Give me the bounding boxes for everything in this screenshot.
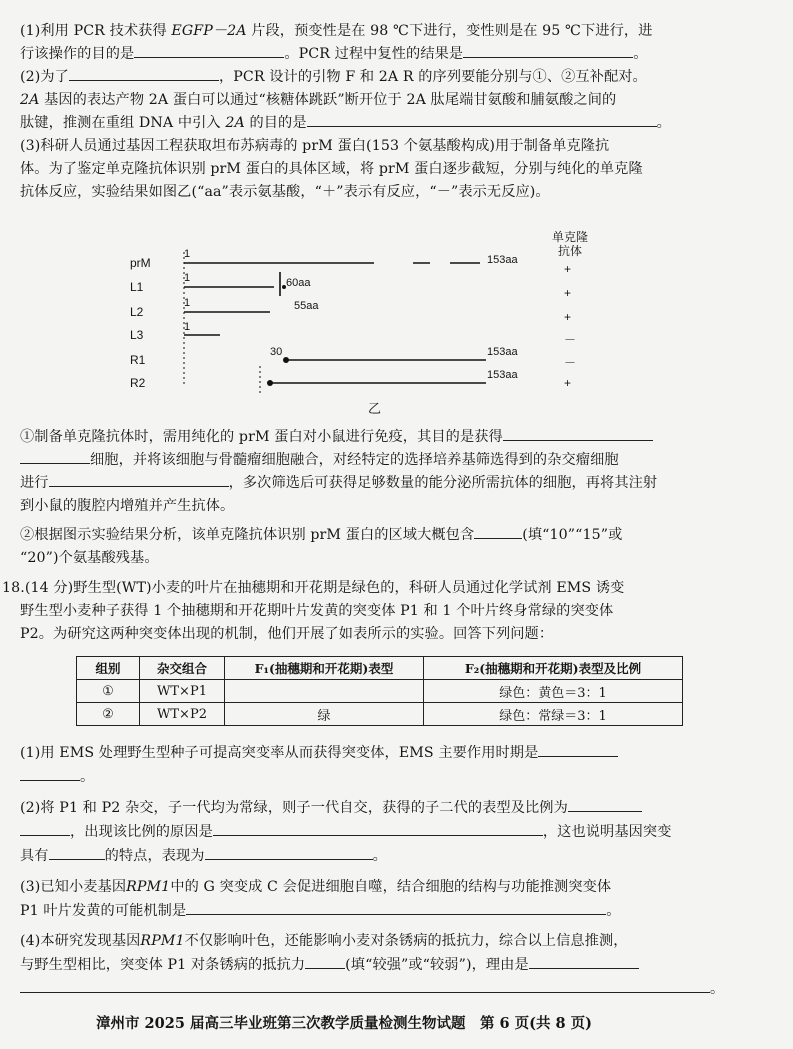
answer-blank[interactable] bbox=[538, 742, 618, 757]
table-cell: 绿色：黄色＝3：1 bbox=[424, 680, 683, 703]
q18-text: P2。为研究这两种突变体出现的机制，他们开展了如表所示的实验。回答下列问题： bbox=[20, 626, 554, 642]
q18-text: 野生型小麦种子获得 1 个抽穗期和开花期叶片发黄的突变体 P1 和 1 个叶片终身常绿的突变体 bbox=[20, 603, 614, 619]
q17-text: (3)科研人员通过基因工程获取坦布苏病毒的 prM 蛋白(153 个氨基酸构成)用于制备单克隆抗 bbox=[20, 138, 610, 154]
gene-name: 2A bbox=[225, 115, 245, 131]
q18-stem-line2 bbox=[20, 600, 613, 620]
answer-blank[interactable] bbox=[49, 845, 105, 860]
end-num: 55aa bbox=[294, 300, 319, 312]
table-header: F₁(抽穗期和开花期)表型 bbox=[225, 657, 424, 680]
q17-part3-line2 bbox=[20, 158, 643, 178]
answer-blank[interactable] bbox=[69, 66, 219, 81]
q18-text: 与野生型相比，突变体 P1 对条锈病的抵抗力 bbox=[20, 957, 306, 973]
q17-text: ，PCR 设计的引物 F 和 2A R 的序列要能分别与①、②互补配对。 bbox=[218, 69, 647, 85]
q18-text: 中的 G 突变成 C 会促进细胞自噬，结合细胞的结构与功能推测突变体 bbox=[170, 879, 612, 895]
row-label: R1 bbox=[130, 353, 146, 367]
result-sign: + bbox=[564, 376, 572, 390]
q18-text: P1 叶片发黄的可能机制是 bbox=[20, 903, 187, 919]
table-cell: 绿色：常绿＝3：1 bbox=[424, 703, 683, 726]
end-num: 153aa bbox=[487, 346, 518, 358]
bar-r1-start bbox=[283, 357, 289, 363]
q17-sub1-line3 bbox=[20, 472, 657, 492]
bar-r2-start bbox=[267, 380, 273, 386]
q18-stem-line3 bbox=[20, 623, 553, 643]
table-row bbox=[77, 680, 683, 703]
table-row bbox=[77, 703, 683, 726]
result-sign: + bbox=[564, 286, 572, 300]
q17-text: 行该操作的目的是 bbox=[20, 46, 135, 62]
table-cell: 绿 bbox=[225, 703, 424, 726]
q18-text: (4)本研究发现基因 bbox=[20, 933, 141, 949]
table-cell bbox=[225, 680, 424, 703]
answer-blank[interactable] bbox=[20, 978, 710, 993]
row-label: L1 bbox=[130, 280, 144, 294]
q18-text: ，这也说明基因突变 bbox=[542, 824, 672, 840]
answer-blank[interactable] bbox=[474, 524, 522, 539]
answer-blank[interactable] bbox=[205, 845, 373, 860]
q18-text: (1)用 EMS 处理野生型种子可提高突变率从而获得突变体，EMS 主要作用时期是 bbox=[20, 745, 539, 761]
q17-sub1-line2 bbox=[20, 449, 619, 469]
q18-text: 18.(14 分)野生型(WT)小麦的叶片在抽穗期和开花期是绿色的，科研人员通过化学试剂 EMS 诱变 bbox=[2, 580, 625, 596]
end-num: 153aa bbox=[487, 369, 518, 381]
q17-text: ，多次筛选后可获得足够数量的能分泌所需抗体的细胞，再将其注射 bbox=[228, 475, 658, 491]
gene-name: EGFP－2A bbox=[171, 23, 247, 39]
cross-table bbox=[76, 656, 683, 726]
q17-part2-line2 bbox=[20, 89, 616, 109]
end-num: 153aa bbox=[487, 254, 518, 266]
header-line: 抗体 bbox=[557, 244, 582, 258]
q18-part2-line1 bbox=[20, 797, 642, 817]
q17-sub1-line4 bbox=[20, 495, 234, 515]
header-line: 单克隆 bbox=[551, 230, 588, 244]
row-label: R2 bbox=[130, 376, 146, 390]
result-sign: － bbox=[564, 356, 577, 370]
q17-sub1-line1 bbox=[20, 426, 653, 446]
figure-caption: 乙 bbox=[368, 402, 382, 417]
q18-text: (填“较强”或“较弱”)，理由是 bbox=[345, 957, 529, 973]
answer-blank[interactable] bbox=[20, 821, 70, 836]
q18-part3-line2: P1 叶片发黄的可能机制是 。 bbox=[20, 900, 621, 920]
start-num: 1 bbox=[184, 297, 191, 309]
start-num: 30 bbox=[270, 346, 283, 358]
answer-blank[interactable] bbox=[20, 449, 90, 464]
gene-name: RPM1 bbox=[126, 879, 171, 895]
end-num: 60aa bbox=[286, 277, 311, 289]
q18-part1-line2: 。 bbox=[20, 766, 94, 786]
q17-text: 细胞，并将该细胞与骨髓瘤细胞融合，对经特定的选择培养基筛选得到的杂交瘤细胞 bbox=[90, 452, 619, 468]
q17-text: 基因的表达产物 2A 蛋白可以通过“核糖体跳跃”断开位于 2A 肽尾端甘氨酸和脯氨酸之间的 bbox=[44, 92, 617, 108]
answer-blank[interactable] bbox=[20, 766, 80, 781]
q17-text: 肽键，推测在重组 DNA 中引入 bbox=[20, 115, 221, 131]
row-label: prM bbox=[130, 256, 151, 270]
q17-text: 。PCR 过程中复性的结果是 bbox=[284, 46, 464, 62]
q18-text: (2)将 P1 和 P2 杂交，子一代均为常绿，则子一代自交，获得的子二代的表型及比例为 bbox=[20, 800, 568, 816]
result-sign: + bbox=[564, 310, 572, 324]
answer-blank[interactable] bbox=[213, 821, 543, 836]
q17-text: (1)利用 PCR 技术获得 bbox=[20, 23, 167, 39]
start-num: 1 bbox=[184, 248, 191, 260]
table-cell: ① bbox=[77, 680, 140, 703]
row-label: L3 bbox=[130, 328, 144, 342]
answer-blank[interactable] bbox=[463, 43, 633, 58]
truncation-diagram bbox=[120, 226, 600, 416]
answer-blank[interactable] bbox=[568, 797, 642, 812]
q18-text: 具有 bbox=[20, 848, 49, 864]
result-sign: － bbox=[564, 333, 577, 347]
q17-text: 体。为了鉴定单克隆抗体识别 prM 蛋白的具体区域，将 prM 蛋白逐步截短，分别与纯化的单克隆 bbox=[20, 161, 643, 177]
start-num: 1 bbox=[184, 272, 191, 284]
answer-blank[interactable] bbox=[49, 472, 229, 487]
q18-part2-line2 bbox=[20, 821, 671, 841]
q17-part2-line1 bbox=[20, 66, 647, 86]
q17-part3-line1 bbox=[20, 135, 609, 155]
table-cell: WT×P2 bbox=[140, 703, 225, 726]
q18-stem-line1 bbox=[2, 577, 624, 597]
table-header-row bbox=[77, 657, 683, 680]
q17-sub2-line2 bbox=[20, 547, 159, 567]
answer-blank[interactable] bbox=[503, 426, 653, 441]
start-num: 1 bbox=[184, 321, 191, 333]
table-cell: ② bbox=[77, 703, 140, 726]
q17-part2-line3: 肽键，推测在重组 DNA 中引入 2A 的目的是 。 bbox=[20, 112, 671, 132]
q17-part1-line1 bbox=[20, 20, 652, 40]
table-cell: WT×P1 bbox=[140, 680, 225, 703]
q18-part1-line1 bbox=[20, 742, 618, 762]
table-header: 杂交组合 bbox=[140, 657, 225, 680]
answer-blank[interactable] bbox=[307, 112, 657, 127]
table-header: F₂(抽穗期和开花期)表型及比例 bbox=[424, 657, 683, 680]
q17-text: 抗体反应，实验结果如图乙(“aa”表示氨基酸，“＋”表示有反应，“－”表示无反应)。 bbox=[20, 184, 550, 200]
result-sign: + bbox=[564, 262, 572, 276]
page-footer: 漳州市 2025 届高三毕业班第三次教学质量检测生物试题 第 6 页(共 8 页) bbox=[96, 1015, 593, 1032]
answer-blank[interactable] bbox=[305, 954, 345, 969]
q17-sub2-line1 bbox=[20, 524, 622, 544]
figure-yi bbox=[120, 226, 600, 416]
q18-text: 不仅影响叶色，还能影响小麦对条锈病的抵抗力，综合以上信息推测， bbox=[184, 933, 628, 949]
q17-text: (2)为了 bbox=[20, 69, 69, 85]
row-label: L2 bbox=[130, 305, 144, 319]
q18-part2-line3: 具有 的特点，表现为 。 bbox=[20, 845, 387, 865]
q17-text: “20”)个氨基酸残基。 bbox=[20, 550, 159, 566]
q18-part4-line3: 。 bbox=[20, 978, 724, 998]
answer-blank[interactable] bbox=[529, 954, 639, 969]
q18-text: (3)已知小麦基因 bbox=[20, 879, 127, 895]
q18-part4-line1 bbox=[20, 930, 628, 950]
q17-text: 的目的是 bbox=[249, 115, 307, 131]
answer-blank[interactable] bbox=[186, 900, 606, 915]
q17-text: 片段，预变性是在 98 ℃下进行，变性则是在 95 ℃下进行，进 bbox=[251, 23, 653, 39]
q18-part3-line1 bbox=[20, 876, 611, 896]
q17-text: 到小鼠的腹腔内增殖并产生抗体。 bbox=[20, 498, 235, 514]
q17-text: (填“10”“15”或 bbox=[522, 527, 623, 543]
gene-name: RPM1 bbox=[140, 933, 185, 949]
answer-blank[interactable] bbox=[134, 43, 284, 58]
q17-text: ②根据图示实验结果分析，该单克隆抗体识别 prM 蛋白的区域大概包含 bbox=[20, 527, 475, 543]
q18-text: 的特点，表现为 bbox=[104, 848, 205, 864]
table-header: 组别 bbox=[77, 657, 140, 680]
q17-part3-line3 bbox=[20, 181, 550, 201]
gene-name: 2A bbox=[20, 92, 40, 108]
q18-part4-line2 bbox=[20, 954, 639, 974]
q17-text: 进行 bbox=[20, 475, 49, 491]
q17-text: ①制备单克隆抗体时，需用纯化的 prM 蛋白对小鼠进行免疫，其目的是获得 bbox=[20, 429, 503, 445]
q18-text: ，出现该比例的原因是 bbox=[70, 824, 213, 840]
q17-part1-line2: 行该操作的目的是 。PCR 过程中复性的结果是 。 bbox=[20, 43, 647, 63]
